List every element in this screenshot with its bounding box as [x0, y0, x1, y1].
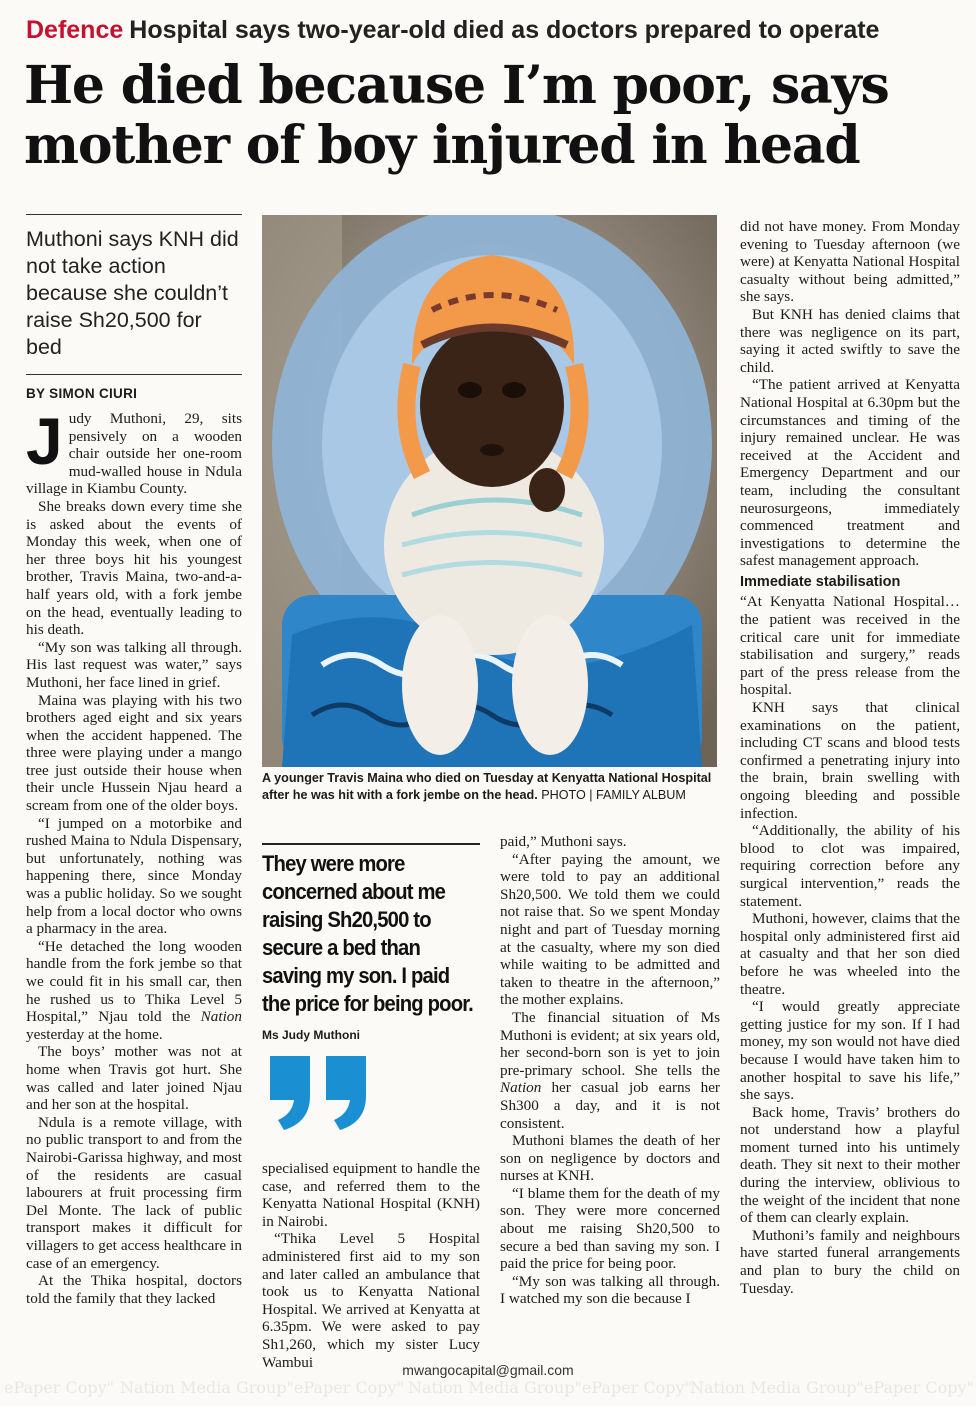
paragraph: specialised equipment to handle the case, and referred them to the Kenyatta National Hospital (KNH) in Nairobi.: [262, 1160, 480, 1230]
article-column-4: [740, 218, 960, 1297]
headline: He died because I’m poor, says mother of boy injured in head: [24, 55, 889, 176]
paragraph: Muthoni blames the death of her son on negligence by doctors and nurses at KNH.: [500, 1132, 720, 1185]
paragraph: “I would greatly appreciate getting justice for my son. If I had money, my son would not have died because I would have taken him to another hospital to save his life,” she says.: [740, 998, 960, 1104]
paragraph: “At Kenyatta National Hospital… the patient was received in the critical care unit for immediate stabilisation and surgery,” reads part of the press release from the hospital.: [740, 593, 960, 699]
paragraph: But KNH has denied claims that there was negligence on its part, saying it acted swiftly to save the child.: [740, 305, 960, 376]
paragraph: Back home, Travis’ brothers do not understand how a playful moment turned into his untimely death. They sit next to their mother during the interview, oblivious to the weight of the incident that none of them can clearly explain.: [740, 1103, 960, 1227]
kicker: [26, 14, 956, 46]
standfirst-rule: [26, 214, 242, 215]
byline-rule: [26, 374, 242, 375]
paragraph: The financial situation of Ms Muthoni is evident; at six years old, her second-born son is yet to join pre-primary school. She tells the Nation her casual job earns her Sh300 a day, and it is not consistent.: [500, 1008, 720, 1132]
photo-caption: [262, 770, 717, 804]
paragraph: Muthoni’s family and neighbours have started funeral arrangements and plan to bury the child on Tuesday.: [740, 1226, 960, 1297]
watermark: Nation Media Group"ePaper Copy": [690, 1378, 974, 1397]
watermark: Nation Media Group"ePaper Copy": [408, 1378, 692, 1397]
watermark: ePaper Copy": [4, 1378, 115, 1397]
standfirst: Muthoni says KNH did not take action because she couldn’t raise Sh20,500 for bed: [26, 227, 239, 359]
photo-illustration: [262, 215, 717, 767]
watermark: Nation Media Group"ePaper Copy": [120, 1378, 404, 1397]
paragraph: “I blame them for the death of my son. They were more concerned about me raising Sh20,500 to secure a bed than saving my son. I paid the price for being poor.: [500, 1184, 720, 1273]
paragraph: “Thika Level 5 Hospital administered first aid to my son and later called an ambulance that took us to Kenyatta National Hospital. We arrived at Kenyatta at 6.35pm. We were asked to pay Sh1,260, which my sister Lucy Wambui: [262, 1230, 480, 1371]
paragraph: did not have money. From Monday evening to Tuesday afternoon (we were) at Kenyatta National Hospital casualty without being admitted,” she says.: [740, 218, 960, 306]
paragraph: Ndula is a remote village, with no public transport to and from the Nairobi-Garissa highway, and most of the residents are casual labourers at fruit processing firm Del Monte. The lack of public transport makes it difficult for villagers to get access healthcare in case of an emergency.: [26, 1113, 242, 1272]
paragraph: “Additionally, the ability of his blood to clot was impaired, requiring correction before any surgical intervention,” reads the statement.: [740, 822, 960, 910]
article-column-1: [26, 404, 242, 1307]
paragraph: KNH says that clinical examinations on the patient, including CT scans and blood tests confirmed a penetrating injury into the brain, brain swelling with ongoing bleeding and possible infection.: [740, 699, 960, 822]
paragraph: She breaks down every time she is asked about the events of Monday this week, when one of her three boys hit his youngest brother, Travis Maina, two-and-a-half years old, with a fork jembe on the head, eventually leading to his death.: [26, 497, 242, 639]
paragraph: The boys’ mother was not at home when Travis got hurt. She was called and later joined Njau and her son at the hospital.: [26, 1043, 242, 1114]
subhead: Immediate stabilisation: [740, 573, 901, 590]
pull-quote: [262, 850, 480, 1042]
drop-cap: J: [26, 404, 63, 478]
kicker-text: Hospital says two-year-old died as doctors prepared to operate: [129, 16, 880, 44]
footer-email: mwangocapital@gmail.com: [402, 1362, 574, 1378]
paragraph: Muthoni, however, claims that the hospital only administered first aid at casualty and that her son died before he was wheeled into the theatre.: [740, 910, 960, 998]
section-tag: Defence: [26, 16, 124, 44]
pull-quote-attribution: Ms Judy Muthoni: [262, 1028, 360, 1042]
byline: BY SIMON CIURI: [26, 386, 138, 401]
caption-text: A younger Travis Maina who died on Tuesday at Kenyatta National Hospital after he was hit with a fork jembe on the head.: [262, 771, 712, 802]
paragraph: “My son was talking all through. I watched my son die because I: [500, 1272, 720, 1308]
pull-quote-text: They were more concerned about me raising Sh20,500 to secure a bed than saving my son. I paid the price for being poor.: [262, 851, 473, 1016]
paragraph: Maina was playing with his two brothers aged eight and six years when the accident happened. The three were playing under a mango tree just outside their house when their uncle Hussein Njau heard a scream from one of the older boys.: [26, 691, 242, 815]
article-column-2: [262, 1160, 480, 1371]
paragraph: paid,” Muthoni says.: [500, 833, 627, 850]
paragraph: “I jumped on a motorbike and rushed Maina to Ndula Dispensary, but unfortunately, nothing was happening there, since Monday was a public holiday. So we sought help from a local doctor who owns a pharmacy in the area.: [26, 814, 242, 938]
article-column-3: [500, 833, 720, 1308]
paragraph: “My son was talking all through. His last request was water,” says Muthoni, her face lined in grief.: [26, 638, 242, 691]
child-photo: [262, 215, 717, 767]
paragraph: At the Thika hospital, doctors told the family that they lacked: [26, 1272, 242, 1307]
paragraph: “He detached the long wooden handle from the fork jembe so that we could fit in his small car, then he rushed us to Thika Level 5 Hospital,” Njau told the Nation yesterday at the home.: [26, 937, 242, 1043]
pullquote-rule: [262, 843, 480, 845]
paragraph: Judy Muthoni, 29, sits pensively on a wooden chair outside her one-room mud-walled house in Ndula village in Kiambu County.: [26, 404, 242, 498]
quote-mark-icon: [266, 1052, 376, 1132]
paragraph: “The patient arrived at Kenyatta National Hospital at 6.30pm but the circumstances and timing of the injury remained unclear. He was received at the Accident and Emergency Department and our team, including the consultant neurosurgeons, immediately commenced treatment and investigations to determine the safest management approach.: [740, 376, 960, 570]
photo-credit: PHOTO | FAMILY ALBUM: [541, 788, 686, 802]
paragraph: “After paying the amount, we were told to pay an additional Sh20,500. We told them we could not raise that. So we spent Monday night and part of Tuesday morning at the casualty, where my son died while waiting to be admitted and taken to theatre in the afternoon,” the mother explains.: [500, 850, 720, 1009]
